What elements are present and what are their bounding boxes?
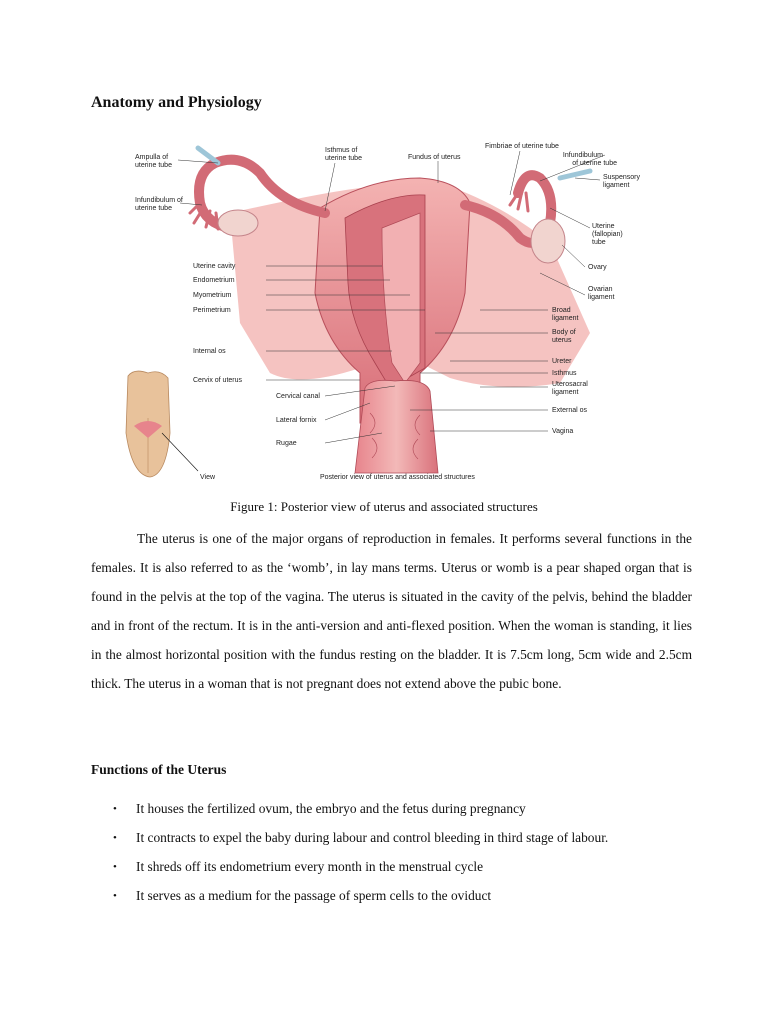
list-item <box>91 828 711 857</box>
list-item <box>91 799 711 828</box>
figure-caption: Figure 1: Posterior view of uterus and associated structures <box>230 499 538 514</box>
body-paragraph: The uterus is one of the major organs of reproduction in females. It performs several functions in the females. It is also referred to as the ‘womb’, in lay mans terms. Uterus or womb is a pear shaped organ that is found in the pelvis at the top of the vagina. The uterus is situated in the cavity of the pelvis, behind the bladder and in front of the rectum. It is in the anti-version and anti-flexed position. When the woman is standing, it lies in the almost horizontal position with the fundus resting on the bladder. It is 7.5cm long, 5cm wide and 2.5cm thick. The uterus in a woman that is not pregnant does not extend above the pubic bone. <box>91 531 692 691</box>
label-broad-ligament-1: Broad <box>552 307 571 314</box>
label-view: View <box>200 474 216 481</box>
figure-inner-caption: Posterior view of uterus and associated structures <box>320 474 475 481</box>
label-lateral-fornix: Lateral fornix <box>276 417 317 424</box>
label-broad-ligament-2: ligament <box>552 315 579 322</box>
label-external-os: External os <box>552 407 588 414</box>
label-cervix: Cervix of uterus <box>193 377 243 384</box>
right-fimbriae <box>510 191 528 211</box>
list-item-text: It shreds off its endometrium every month in the menstrual cycle <box>136 859 484 874</box>
label-perimetrium: Perimetrium <box>193 307 231 314</box>
label-endometrium: Endometrium <box>193 277 235 284</box>
right-suspensory-ligament <box>560 171 590 178</box>
label-suspensory-2: ligament <box>603 182 630 189</box>
label-uterine-tube-1: Uterine <box>592 223 615 230</box>
label-isthmus-tube-1: Isthmus of <box>325 147 358 154</box>
label-body-of-uterus-1: Body of <box>552 329 576 336</box>
left-ovary <box>218 210 258 236</box>
list-item-text: It houses the fertilized ovum, the embryo and the fetus during pregnancy <box>136 801 526 816</box>
bullet-icon: • <box>113 890 117 902</box>
label-ampulla-2: uterine tube <box>135 162 172 169</box>
label-ureter: Ureter <box>552 358 572 365</box>
label-uterosacral-2: ligament <box>552 389 579 396</box>
label-isthmus-tube-2: uterine tube <box>325 155 362 162</box>
list-item-text: It contracts to expel the baby during labour and control bleeding in third stage of labour. <box>136 830 609 845</box>
label-infundibulum-right-1: Infundibulum <box>562 152 603 159</box>
label-body-of-uterus-2: uterus <box>552 337 572 344</box>
right-ovary <box>531 219 565 263</box>
label-ovarian-ligament-1: Ovarian <box>588 286 613 293</box>
page-title: Anatomy and Physiology <box>91 94 262 111</box>
vagina-shape <box>355 380 438 473</box>
functions-heading: Functions of the Uterus <box>91 762 227 777</box>
label-uterine-cavity: Uterine cavity <box>193 263 236 270</box>
label-vagina: Vagina <box>552 428 574 435</box>
label-infundibulum-left-2: uterine tube <box>135 205 172 212</box>
label-ovarian-ligament-2: ligament <box>588 294 615 301</box>
inset-body-view <box>126 371 198 477</box>
label-uterine-tube-2: (fallopian) <box>592 231 623 238</box>
label-suspensory-1: Suspensory <box>603 174 640 181</box>
label-uterosacral-1: Uterosacral <box>552 381 588 388</box>
left-suspensory-ligament <box>198 148 218 163</box>
label-ovary: Ovary <box>588 264 607 271</box>
list-item-text: It serves as a medium for the passage of sperm cells to the oviduct <box>136 888 492 903</box>
list-item <box>91 886 711 915</box>
anatomy-figure <box>120 133 640 485</box>
label-infundibulum-left-1: Infundibulum of <box>135 197 183 204</box>
label-infundibulum-right-2: of uterine tube <box>572 160 617 167</box>
label-uterine-tube-3: tube <box>592 239 606 246</box>
label-ampulla-1: Ampulla of <box>135 154 169 161</box>
label-internal-os: Internal os <box>193 348 226 355</box>
label-myometrium: Myometrium <box>193 292 232 299</box>
list-item <box>91 857 711 886</box>
label-cervical-canal: Cervical canal <box>276 393 320 400</box>
label-rugae: Rugae <box>276 440 297 447</box>
bullet-icon: • <box>113 803 117 815</box>
functions-list <box>91 799 711 915</box>
bullet-icon: • <box>113 832 117 844</box>
label-isthmus: Isthmus <box>552 370 577 377</box>
label-fundus: Fundus of uterus <box>408 154 461 161</box>
uterus-diagram <box>120 133 640 485</box>
label-fimbriae: Fimbriae of uterine tube <box>485 143 559 150</box>
bullet-icon: • <box>113 861 117 873</box>
